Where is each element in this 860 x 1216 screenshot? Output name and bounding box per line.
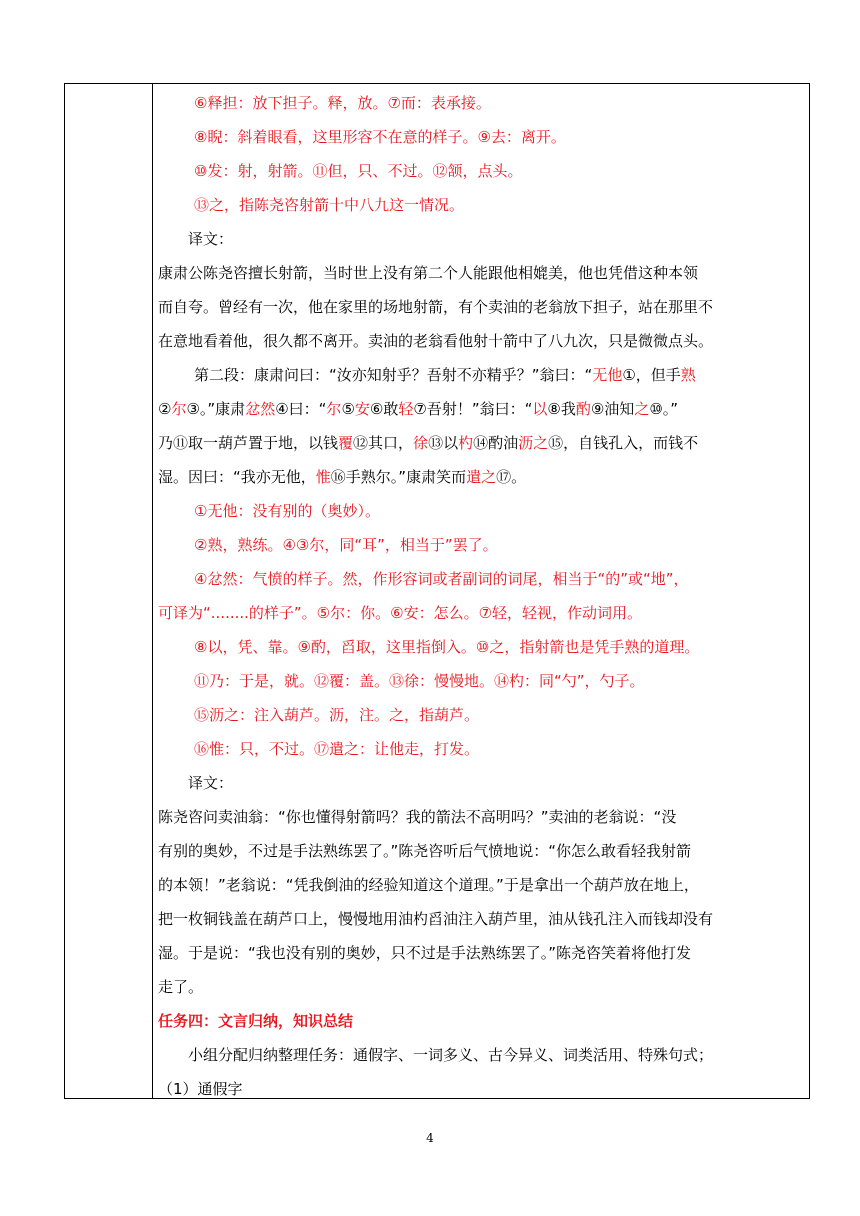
passage-line bbox=[158, 460, 804, 494]
content-cell bbox=[158, 86, 804, 1106]
passage-line bbox=[158, 426, 804, 460]
note-line: ⑧以，凭、靠。⑨酌，舀取，这里指倒入。⑩之，指射箭也是凭手熟的道理。 bbox=[194, 638, 700, 656]
task-item: （1）通假字 bbox=[158, 1080, 243, 1098]
key-word: 之 bbox=[634, 400, 650, 418]
key-word: 轻 bbox=[398, 400, 414, 418]
passage-text: 第二段：康肃问曰：“汝亦知射乎？吾射不亦精乎？”翁曰：“ bbox=[194, 366, 593, 384]
note-line: ④忿然：气愤的样子。然，作形容词或者副词的词尾，相当于“的”或“地”， bbox=[194, 570, 689, 588]
passage-text: ⑧我 bbox=[547, 400, 576, 418]
translation-line: 而自夸。曾经有一次，他在家里的场地射箭，有个卖油的老翁放下担子，站在那里不 bbox=[158, 298, 714, 316]
note-line: ①无他：没有别的（奥妙）。 bbox=[194, 502, 380, 520]
note-line: ⑪乃：于是，就。⑫覆：盖。⑬徐：慢慢地。⑭杓：同“勺”，勺子。 bbox=[194, 672, 645, 690]
key-word: 徐 bbox=[413, 434, 429, 452]
note-line: ⑬之，指陈尧咨射箭十中八九这一情况。 bbox=[194, 196, 465, 214]
translation-line: 有别的奥妙，不过是手法熟练罢了。”陈尧咨听后气愤地说：“你怎么敢看轻我射箭 bbox=[158, 842, 692, 860]
passage-text: ⑬以 bbox=[428, 434, 459, 452]
passage-line bbox=[158, 358, 804, 392]
key-word: 酌 bbox=[575, 400, 591, 418]
passage-text: ⑦吾射！”翁曰：“ bbox=[413, 400, 533, 418]
translation-line: 的本领！”老翁说：“凭我倒油的经验知道这个道理。”于是拿出一个葫芦放在地上， bbox=[158, 876, 699, 894]
passage-text: ⑨油知 bbox=[590, 400, 635, 418]
key-word: 尔 bbox=[326, 400, 342, 418]
passage-text: 乃⑪取一葫芦置于地，以钱 bbox=[158, 434, 339, 452]
note-line: ⑩发：射，射箭。⑪但，只、不过。⑫颔，点头。 bbox=[194, 162, 523, 180]
passage-text: ①，但手 bbox=[622, 366, 681, 384]
page-number: 4 bbox=[426, 1131, 434, 1145]
key-word: 惟 bbox=[315, 468, 331, 486]
note-line: 可译为“........的样子”。⑤尔：你。⑥安：怎么。⑦轻，轻视，作动词用。 bbox=[158, 604, 643, 622]
passage-line bbox=[158, 392, 804, 426]
translation-line: 把一枚铜钱盖在葫芦口上，慢慢地用油杓舀油注入葫芦里，油从钱孔注入而钱却没有 bbox=[158, 910, 714, 928]
translation-line: 陈尧咨问卖油翁：“你也懂得射箭吗？我的箭法不高明吗？”卖油的老翁说：“没 bbox=[158, 808, 677, 826]
key-word: 覆 bbox=[338, 434, 354, 452]
key-word: 熟 bbox=[680, 366, 696, 384]
translation-line: 走了。 bbox=[158, 978, 204, 996]
passage-text: ③。”康肃 bbox=[186, 400, 246, 418]
passage-text: ④曰：“ bbox=[275, 400, 327, 418]
translation-label: 译文： bbox=[188, 230, 234, 248]
translation-line: 在意地看着他，很久都不离开。卖油的老翁看他射十箭中了八九次，只是微微点头。 bbox=[158, 332, 714, 350]
note-line: ⑧睨：斜着眼看，这里形容不在意的样子。⑨去：离开。 bbox=[194, 128, 566, 146]
translation-label: 译文： bbox=[188, 774, 234, 792]
task-text: 小组分配归纳整理任务：通假字、一词多义、古今异义、词类活用、特殊句式； bbox=[188, 1046, 714, 1064]
key-word: 以 bbox=[532, 400, 548, 418]
passage-text: ⑫其口， bbox=[353, 434, 414, 452]
translation-line: 湿。于是说：“我也没有别的奥妙，只不过是手法熟练罢了。”陈尧咨笑着将他打发 bbox=[158, 944, 692, 962]
passage-text: ② bbox=[158, 400, 172, 418]
key-word: 沥之 bbox=[518, 434, 549, 452]
note-line: ②熟，熟练。④③尔，同“耳”，相当于”罢了。 bbox=[194, 536, 498, 554]
passage-text: ⑥敢 bbox=[369, 400, 399, 418]
key-word: 安 bbox=[354, 400, 370, 418]
passage-text: ⑯手熟尔。”康肃笑而 bbox=[330, 468, 467, 486]
column-divider bbox=[152, 83, 153, 1099]
passage-text: ⑩。” bbox=[649, 400, 679, 418]
note-line: ⑥释担：放下担子。释，放。⑦而：表承接。 bbox=[194, 94, 491, 112]
passage-text: ⑰。 bbox=[496, 468, 527, 486]
passage-text: ⑮，自钱孔入，而钱不 bbox=[548, 434, 699, 452]
key-word: 忿然 bbox=[245, 400, 276, 418]
passage-text: ⑤ bbox=[341, 400, 355, 418]
key-word: 尔 bbox=[171, 400, 187, 418]
note-line: ⑮沥之：注入葫芦。沥，注。之，指葫芦。 bbox=[194, 706, 480, 724]
passage-text: ⑭酌油 bbox=[473, 434, 519, 452]
task-heading: 任务四：文言归纳，知识总结 bbox=[158, 1012, 354, 1030]
key-word: 杓 bbox=[458, 434, 474, 452]
note-line: ⑯惟：只，不过。⑰遣之：让他走，打发。 bbox=[194, 740, 480, 758]
passage-text: 湿。因曰：“我亦无他， bbox=[158, 468, 316, 486]
translation-line: 康肃公陈尧咨擅长射箭，当时世上没有第二个人能跟他相媲美，他也凭借这种本领 bbox=[158, 264, 699, 282]
key-word: 无他 bbox=[592, 366, 623, 384]
key-word: 遣之 bbox=[466, 468, 497, 486]
